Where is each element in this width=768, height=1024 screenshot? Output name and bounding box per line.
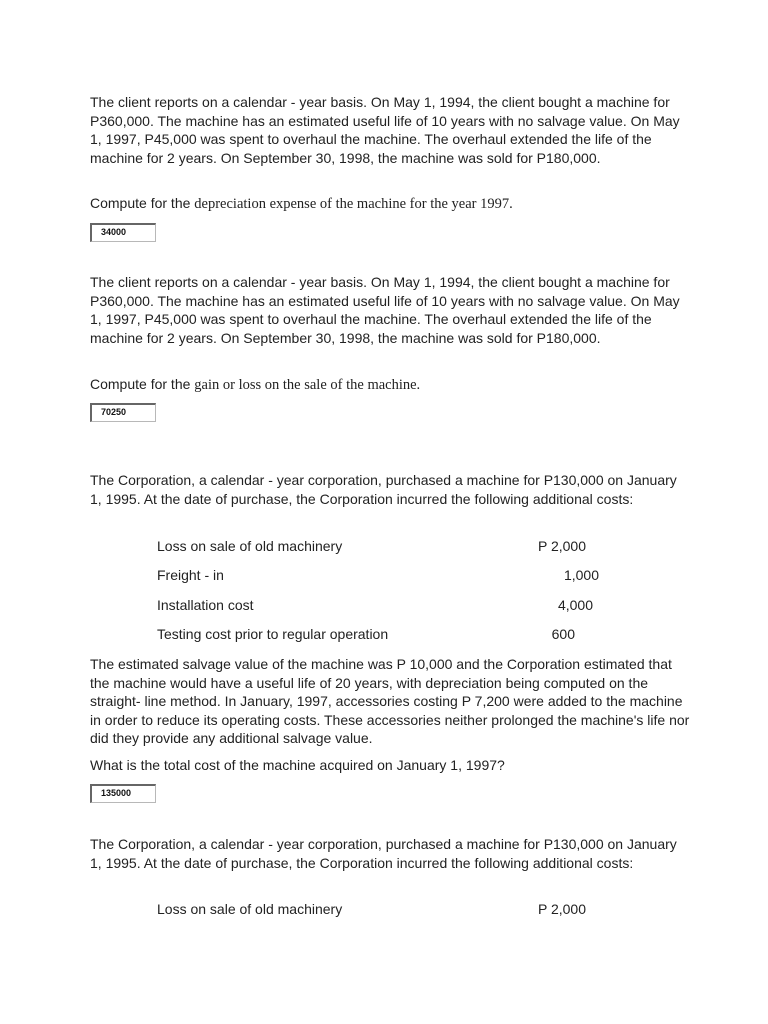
question-1-prompt	[90, 194, 690, 213]
cost-label: Loss on sale of old machinery	[157, 901, 343, 917]
question-4-passage: The Corporation, a calendar - year corporation, purchased a machine for P130,000 on January 1, 1995. At the date of purchase, the Corporation incurred the following additional costs:	[90, 836, 677, 871]
cost-amount: P 2,000	[537, 901, 586, 917]
cost-label: Testing cost prior to regular operation	[157, 626, 389, 642]
question-2-passage: The client reports on a calendar - year basis. On May 1, 1994, the client bought a machine for P360,000. The machine has an estimated useful life of 10 years with no salvage value. On May 1, 1997, P45,000 was spent to overhaul the machine. The overhaul extended the life of the machine for 2 years. On September 30, 1998, the machine was sold for P180,000.	[90, 274, 680, 346]
prompt-lead: Compute for the	[90, 195, 195, 211]
question-3-passage: The Corporation, a calendar - year corporation, purchased a machine for P130,000 on January 1, 1995. At the date of purchase, the Corporation incurred the following additional costs:	[90, 472, 677, 507]
question-3-continuation: The estimated salvage value of the machine was P 10,000 and the Corporation estimated that the machine would have a useful life of 20 years, with depreciation being computed on the straight- line method. In January, 1997, accessories costing P 7,200 were added to the machine in order to reduce its operating costs. These accessories neither prolonged the machine's life nor did they provide any additional salvage value.	[90, 656, 690, 746]
cost-label: Installation cost	[157, 597, 254, 613]
cost-amount: 600	[551, 626, 575, 642]
prompt-tail: depreciation expense of the machine for the year 1997.	[194, 196, 513, 212]
cost-amount: 4,000	[557, 597, 593, 613]
question-2-prompt	[90, 375, 690, 394]
question-3-prompt: What is the total cost of the machine acquired on January 1, 1997?	[90, 757, 505, 773]
answer-field-2[interactable]: 70250	[90, 403, 156, 422]
answer-field-1[interactable]: 34000	[90, 223, 156, 242]
cost-label: Freight - in	[157, 567, 224, 583]
answer-field-3[interactable]: 135000	[90, 784, 156, 803]
cost-amount: P 2,000	[537, 538, 586, 554]
question-1-passage: The client reports on a calendar - year basis. On May 1, 1994, the client bought a machine for P360,000. The machine has an estimated useful life of 10 years with no salvage value. On May 1, 1997, P45,000 was spent to overhaul the machine. The overhaul extended the life of the machine for 2 years. On September 30, 1998, the machine was sold for P180,000.	[90, 94, 680, 166]
prompt-lead: Compute for the	[90, 376, 195, 392]
cost-label: Loss on sale of old machinery	[157, 538, 343, 554]
cost-amount: 1,000	[563, 567, 599, 583]
prompt-tail: gain or loss on the sale of the machine.	[194, 377, 421, 393]
